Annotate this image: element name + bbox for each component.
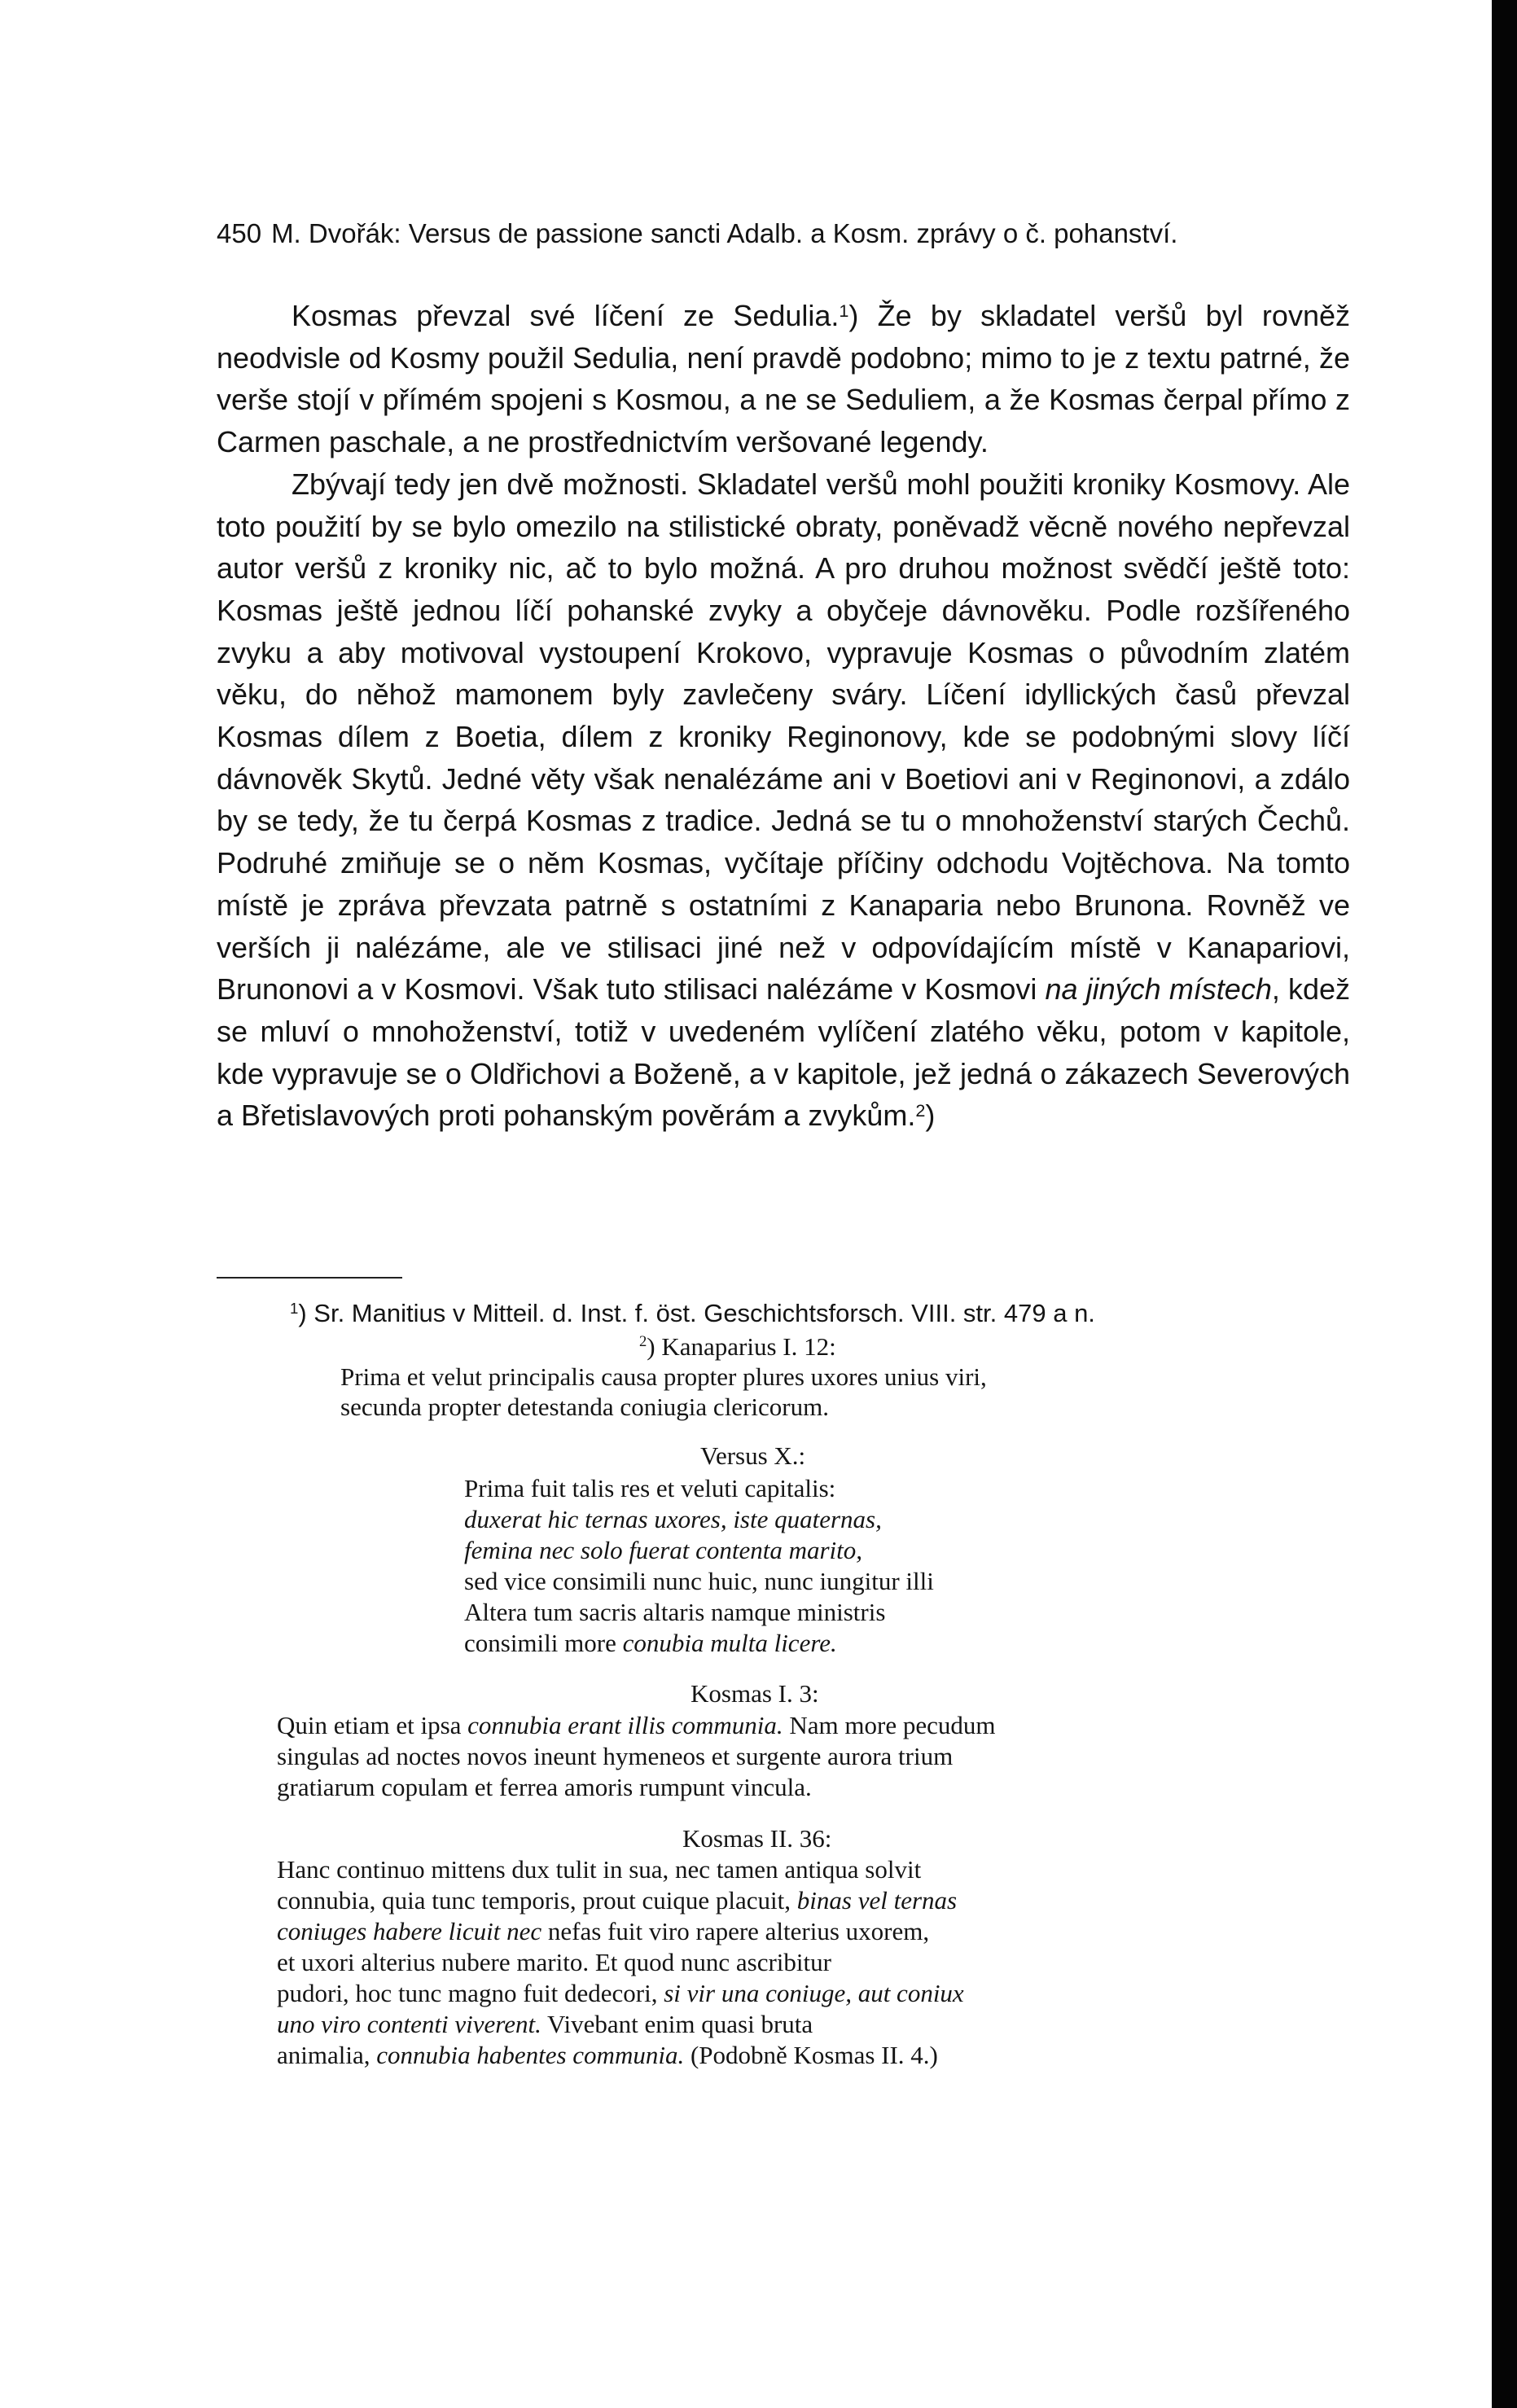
kosmas-1-line-3: gratiarum copulam et ferrea amoris rumpunt vincula. — [277, 1773, 812, 1801]
footnote-1-text: ) Sr. Manitius v Mitteil. d. Inst. f. öst. Geschichtsforsch. VIII. str. 479 a n. — [298, 1299, 1095, 1327]
footnote-1-mark: 1 — [290, 1300, 299, 1317]
footnote-2-heading — [639, 1331, 836, 1363]
versus-line-5: Altera tum sacris altaris namque ministris — [464, 1598, 886, 1626]
footnote-2-mark: 2 — [639, 1333, 647, 1350]
paragraph-1-text-cont: ) Že by skladatel veršů byl rovněž neodvisle od Kosmy použil Sedulia, není pravdě podobno; mimo to je z textu patrné, že verše stojí v přímém spojeni s Kosmou, a ne se Seduliem, a že Kosmas čerpal přímo z Carmen paschale, a ne prostřednictvím veršované legendy. — [217, 299, 1350, 459]
versus-line-4: sed vice consimili nunc huic, nunc iungitur illi — [464, 1567, 934, 1595]
versus-line-1: Prima fuit talis res et veluti capitalis: — [464, 1474, 836, 1502]
kosmas-1-heading: Kosmas I. 3: — [691, 1679, 819, 1708]
paragraph-2-text-end: ) — [925, 1099, 936, 1133]
versus-line-3-text: femina nec solo fuerat contenta marito, — [464, 1536, 863, 1564]
kosmas-1-line-1-emphasis: connubia erant illis communia. — [467, 1711, 783, 1739]
paragraph-2-text-cont: , kdež se mluví o mnohoženství, totiž v uvedeném vylíčení zlatého věku, potom v kapitole, kde vypravuje se o Oldřichovi a Boženě, a v kapitole, jež jedná o zákazech Severových a Břetislavových proti pohanským pověrám a zvykům. — [217, 972, 1351, 1133]
kosmas-2-line-3 — [277, 1915, 929, 1948]
kosmas-2-line-5-a: pudori, hoc tunc magno fuit dedecori, — [277, 1979, 664, 2007]
kosmas-2-line-7-c: (Podobně Kosmas II. 4.) — [684, 2041, 938, 2069]
kosmas-1-line-2: singulas ad noctes novos ineunt hymeneos et surgente aurora trium — [277, 1742, 954, 1770]
kanaparius-line-2: secunda propter detestanda coniugia clericorum. — [340, 1393, 829, 1421]
kosmas-2-line-6 — [277, 2008, 813, 2041]
kosmas-2-line-7-a: animalia, — [277, 2041, 377, 2069]
kosmas-2-line-7-emphasis: connubia habentes communia. — [376, 2041, 685, 2069]
kosmas-1-line-1-c: Nam more pecudum — [783, 1711, 996, 1739]
scan-edge-strip — [1492, 0, 1517, 2408]
kosmas-2-line-2 — [277, 1884, 957, 1917]
kosmas-2-line-5 — [277, 1977, 964, 2010]
kosmas-2-line-5-emphasis: si vir una coniuge, aut coniux — [664, 1979, 964, 2007]
footnote-ref-2[interactable]: 2 — [915, 1100, 926, 1121]
footnote-1 — [290, 1297, 1095, 1330]
footnote-ref-1[interactable]: 1 — [839, 300, 849, 321]
versus-line-6-text: consimili more — [464, 1629, 623, 1657]
versus-line-2 — [464, 1503, 882, 1536]
kosmas-2-line-3-b: nefas fuit viro rapere alterius uxorem, — [541, 1917, 930, 1945]
footnote-2-heading-text: ) Kanaparius I. 12: — [647, 1332, 836, 1361]
versus-heading: Versus X.: — [700, 1441, 806, 1470]
running-title: M. Dvořák: Versus de passione sancti Adalb. a Kosm. zprávy o č. pohanství. — [271, 218, 1178, 248]
versus-line-2-text: duxerat hic ternas uxores, iste quaternas, — [464, 1505, 882, 1533]
paragraph-1 — [217, 295, 1350, 463]
kosmas-2-line-3-emphasis: coniuges habere licuit nec — [277, 1917, 542, 1945]
kosmas-1-line-1 — [277, 1709, 996, 1742]
kosmas-2-line-6-emphasis: uno viro contenti viverent. — [277, 2010, 541, 2038]
kosmas-2-line-7 — [277, 2039, 938, 2072]
versus-line-6-emphasis: conubia multa licere. — [622, 1629, 837, 1657]
kanaparius-line-1: Prima et velut principalis causa propter plures uxores unius viri, — [340, 1362, 987, 1391]
kosmas-2-line-1: Hanc continuo mittens dux tulit in sua, nec tamen antiqua solvit — [277, 1855, 922, 1884]
running-header — [217, 217, 1357, 250]
versus-line-3 — [464, 1534, 862, 1567]
kosmas-2-line-6-b: Vivebant enim quasi bruta — [541, 2010, 813, 2038]
versus-line-6 — [464, 1627, 837, 1660]
page-number: 450 — [217, 218, 262, 248]
paragraph-2 — [217, 463, 1350, 1137]
paragraph-1-text: Kosmas převzal své líčení ze Sedulia. — [292, 299, 840, 332]
kosmas-2-line-2-a: connubia, quia tunc temporis, prout cuique placuit, — [277, 1886, 797, 1915]
footnote-divider — [217, 1277, 402, 1279]
paragraph-2-emphasis: na jiných místech — [1045, 972, 1272, 1007]
kosmas-1-line-1-a: Quin etiam et ipsa — [277, 1711, 468, 1739]
kosmas-2-line-4: et uxori alterius nubere marito. Et quod nunc ascribitur — [277, 1948, 831, 1976]
kosmas-2-heading: Kosmas II. 36: — [682, 1824, 832, 1853]
paragraph-2-text: Zbývají tedy jen dvě možnosti. Skladatel veršů mohl použiti kroniky Kosmovy. Ale toto použití by se bylo omezilo na stilistické obraty, poněvadž věcně nového nepřevzal autor veršů z kroniky nic, ač to bylo možná. A pro druhou možnost svědčí ještě toto: Kosmas ještě jednou líčí pohanské zvyky a obyčeje dávnověku. Podle rozšířeného zvyku a aby motivoval vystoupení Krokovo, vypravuje Kosmas o původním zlatém věku, do něhož mamonem byly zavlečeny sváry. Líčení idyllických časů převzal Kosmas dílem z Boetia, dílem z kroniky Reginonovy, kde se podobnými slovy líčí dávnověk Skytů. Jedné věty však nenalézáme ani v Boetiovi ani v Reginonovi, a zdálo by se tedy, že tu čerpá Kosmas z tradice. Jedná se tu o mnohoženství starých Čechů. Podruhé zmiňuje se o něm Kosmas, vyčítaje příčiny odchodu Vojtěchova. Na tomto místě je zpráva převzata patrně s ostatními z Kanaparia nebo Brunona. Rovněž ve verších ji nalézáme, ale ve stilisaci jiné než v odpovídajícím místě v Kanapariovi, Brunonovi a v Kosmovi. Však tuto stilisaci nalézáme v Kosmovi — [217, 467, 1350, 1007]
main-text — [217, 295, 1350, 1137]
kosmas-2-line-2-emphasis: binas vel ternas — [796, 1886, 958, 1915]
